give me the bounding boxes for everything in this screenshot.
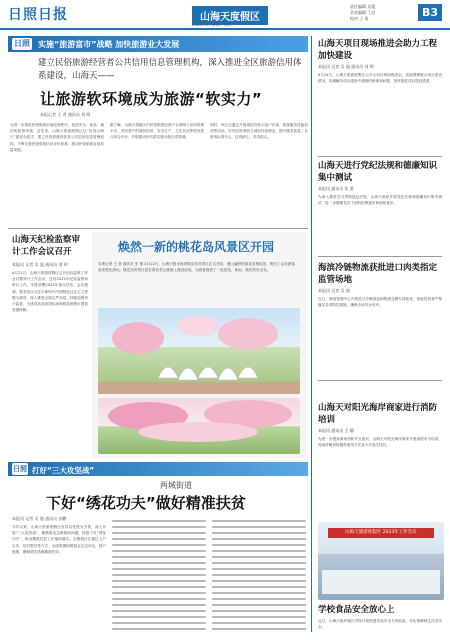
meta-line: 美术编辑 丁岩 — [350, 10, 376, 15]
topic-banner — [8, 36, 308, 52]
photo-feature-caption: 本报记者 王 者 通讯员 张 蕾 4月22日，山海天阳光海岸桃花岛风景区正式开园，漫山遍野的桃花竞相绽放，吸引了众多游客前来观光游玩。桃花岛风景区是在原有荒山基础上建设而成，为游客提供了一处赏花、休闲、娱乐的好去处。 — [98, 262, 295, 272]
page-number: B3 — [418, 4, 442, 21]
right-article-1: 4月24日，山海天旅游度假区召开大项目现场推进会，实地观摩重点项目建设情况，协调解决项目建设中遇到的困难和问题，加快推进项目建设进度。 — [318, 73, 442, 84]
left-article-byline: 本报讯 记者 吴 超 通讯员 刘 明 — [12, 262, 68, 267]
right-headline-1: 山海天项目现场推进会助力工程加快建设 — [318, 39, 438, 61]
photo-art — [98, 308, 300, 394]
right-article-3: 近日，海滨管理中心开展进口冷链食品和物流仓储专项检查，督促经营者严格落实各项防控措施，确保市场安全有序。 — [318, 297, 442, 308]
peach-blossom-photo-2 — [98, 398, 300, 454]
section-mark: 日照 — [13, 465, 27, 473]
lead-byline: 本报记者 王 者 通讯员 刘 明 — [40, 112, 91, 117]
right-article-5: 近日，山海天组织辖区学校开展校园食品安全专项检查，切实保障师生饮食安全。 — [318, 619, 442, 630]
banner-mark: 日照 — [14, 39, 30, 48]
meeting-desk — [322, 570, 440, 594]
divider — [318, 256, 442, 257]
right-byline-2: 本报讯 通讯员 张 蕾 — [318, 186, 354, 191]
meta-line: 责任编辑 吴超 — [350, 4, 376, 9]
lead-article-col3: 同时，该区还通过开展诚信经营示范户评选、旅游服务技能培训等活动，引导经营者树立诚信经营理念，提升服务质量，让游客玩得开心、住得舒心、吃得放心。 — [210, 123, 308, 140]
bottom-headline: 下好“绣花功夫”做好精准扶贫 — [46, 494, 246, 512]
left-article-headline: 山海天纪检监察审计工作会议召开 — [12, 235, 81, 257]
divider — [8, 228, 308, 229]
right-article-4: 为进一步提高商家消防安全意识，山海天对阳光海岸商家开展消防安全培训，现场讲解消防器材使用方法及火灾逃生技巧。 — [318, 437, 442, 448]
bottom-article-col3 — [212, 520, 306, 634]
lead-article-col2: 据了解，山海天将辖区内民俗旅游经营户全部纳入信用管理平台，对经营户的诚信经营、安全生产、卫生状况等情况进行综合评价，并根据评价结果实施分级分类管理。 — [110, 123, 204, 140]
peach-blossom-photo — [98, 308, 300, 394]
meeting-banner: 山海天旅游度假区 2023年工作会议 — [328, 528, 434, 538]
editor-meta — [350, 4, 410, 22]
right-headline-5: 学校食品安全放心上 — [318, 605, 395, 615]
photo-feature-title: 焕然一新的桃花岛风景区开园 — [118, 240, 275, 254]
meeting-photo — [318, 522, 444, 600]
lead-subtitle: 建立民俗旅游经营者公共信用信息管理机构，深入推进全区旅游信用体系建设，山海天—— — [38, 58, 302, 81]
right-byline-4: 本报讯 通讯员 王 静 — [318, 428, 354, 433]
bottom-byline: 本报讯 记者 吴 超 通讯员 孙鹏 — [12, 516, 67, 521]
lead-headline: 让旅游软环境成为旅游“软实力” — [40, 90, 263, 108]
newspaper-logo: 日照日报 — [8, 7, 68, 23]
section-banner — [8, 462, 308, 476]
divider — [318, 380, 442, 381]
bottom-article-col2 — [112, 520, 206, 634]
bottom-article-col1: 今年以来，山海天旅游度假区坚持以党建为引领，深入开展“三大攻坚战”，聚焦群众急难愁盼问题，持续下足“绣花功夫”，推动精准扶贫工作落细落实。各街道社区通过入户走访、结对帮扶等方式，全面掌握困难群众生活状况，因户施策，确保帮扶措施精准有效。 — [12, 525, 106, 554]
right-headline-3: 海滨冷链物流获批进口肉类指定监管场地 — [318, 263, 438, 285]
article-kicker: 两城街道 — [160, 481, 192, 490]
photo2-art — [98, 398, 300, 454]
lead-article-col1: 为进一步规范民俗旅游市场经营秩序，营造安全、优质、诚信的旅游环境，近年来，山海天旅游度假区以“信用山海天”建设为抓手，建立民俗旅游经营者公共信用信息管理机构，不断完善民俗旅游信用评价体系，推动民俗旅游业高质量发展。 — [10, 123, 104, 152]
right-headline-2: 山海天进行党纪法规和德廉知识集中测试 — [318, 161, 438, 183]
right-headline-4: 山海天对阳光海岸商家进行消防培训 — [318, 403, 438, 425]
divider — [318, 156, 442, 157]
right-byline-3: 本报讯 记者 吴 超 — [318, 288, 350, 293]
column-rule — [311, 36, 312, 632]
left-article-body: 4月21日，山海天旅游度假区召开纪检监察工作会议暨审计工作会议，总结2022年纪检监察和审计工作，安排部署2023年重点任务。会议强调，要坚持以习近平新时代中国特色社会主义思想为指导，深入推进全面从严治党，持续加强审计监督，为建设高品质国际滨海旅游度假区提供坚强保障。 — [12, 271, 88, 313]
section-title: 山海天度假区 — [192, 6, 268, 25]
meta-line: 校对 王 珺 — [350, 16, 369, 21]
banner-text: 实施“旅游富市”战略 加快旅游业大发展 — [38, 40, 180, 49]
section-text: 打好“三大攻坚战” — [32, 466, 95, 475]
masthead — [0, 0, 450, 30]
right-byline-1: 本报讯 记者 吴 超 通讯员 刘 明 — [318, 64, 374, 69]
right-article-2: 为深入推进学习贯彻党纪法规，山海天组织开展党纪法规和德廉知识集中测试，进一步增强党员干部的纪律意识和规矩意识。 — [318, 195, 442, 206]
issue-date: 2023年4月26日 星期三 — [192, 22, 236, 27]
